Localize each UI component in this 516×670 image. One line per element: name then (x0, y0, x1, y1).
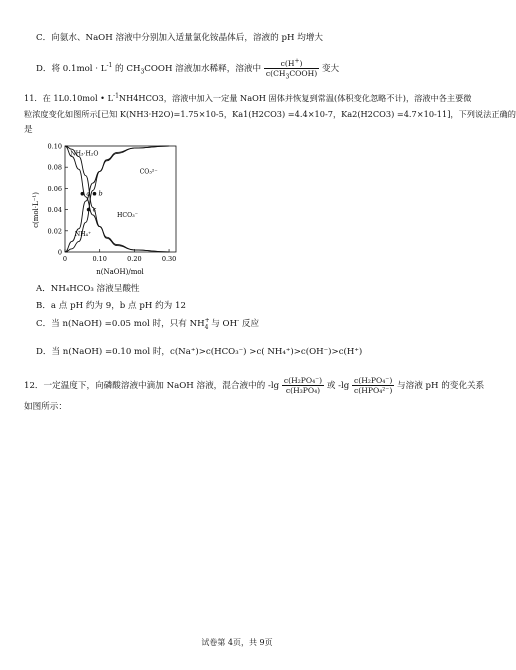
q12-fraction-2: $\frac{\text{c(H₂PO₄⁻)}}{\text{c(HPO₄²⁻)}}$ (354, 376, 393, 395)
series-label: NH₃·H₂O (70, 150, 99, 158)
x-tick-label: 0.30 (161, 255, 177, 263)
y-axis-label: c(mol·L⁻¹) (32, 192, 40, 228)
y-tick-label: 0.02 (47, 227, 62, 236)
y-tick-label: 0 (57, 248, 62, 257)
y-tick-label: 0.04 (47, 206, 62, 215)
series-label: HCO₃⁻ (117, 212, 138, 220)
q11-option-d: D．当 n(NaOH) =0.10 mol 时，c(Na⁺)>c(HCO₃⁻) >c( NH₄⁺)>c(OH⁻)>c(H⁺) (36, 347, 363, 357)
q10-d-fraction: $\frac{c(H^+)}{c(CH_3COOH)}$ (265, 57, 318, 81)
page-footer: 试卷第 4页，共 9页 (201, 638, 273, 647)
q11-option-b: B．a 点 pH 约为 9，b 点 pH 约为 12 (36, 301, 186, 311)
q11-stem-line2: 粒浓度变化如图所示[已知 K(NH3·H2O)=1.75×10-5，Ka1(H2CO3) =4.4×10-7，Ka2(H2CO3) =4.7×10-11]，下列说法正确的 (24, 109, 516, 119)
q12-fraction-1: $\frac{\text{c(H₂PO₄⁻)}}{\text{c(H₃PO₄)}}$ (283, 376, 323, 395)
series-label: CO₃²⁻ (139, 168, 158, 176)
point-marker (87, 208, 91, 212)
q12-stem-line2: 如图所示： (24, 402, 67, 412)
series-label: NH₄⁺ (74, 231, 92, 239)
point-marker (81, 192, 85, 196)
x-tick-label: 0.10 (92, 255, 107, 263)
x-tick-label: 0 (62, 255, 68, 263)
y-tick-label: 0.08 (47, 163, 62, 172)
q11-option-c: C．当 n(NaOH) =0.05 mol 时，只有 $NH^+_4$ 与 OH- 反应 (36, 317, 260, 331)
point-label: b (98, 189, 103, 198)
point-label: a (86, 189, 91, 198)
q10-option-d: D．将 $0.1mol \cdot L^{-1}$ 的 $CH_3COOH$ 溶液加水稀释，溶液中 $\frac{c(H^+)}{c(CH_3COOH)}$ 变大 (36, 57, 340, 81)
x-tick-label: 0.20 (127, 255, 142, 263)
point-label: c (92, 205, 97, 214)
q11-stem-line1: 11．在 1L0.10mol • $L^{-1}NH4HCO3$，溶液中加入一定量 NaOH 固体并恢复到常温(体积变化忽略不计)，溶液中各主要微 (24, 92, 472, 103)
y-tick-label: 0.10 (47, 142, 62, 151)
concentration-chart (28, 138, 188, 278)
x-axis-label: n(NaOH)/mol (96, 268, 144, 276)
q11-option-a: A．NH₄HCO₃ 溶液呈酸性 (36, 284, 140, 294)
q10-option-c: C．向氨水、NaOH 溶液中分别加入适量氯化铵晶体后，溶液的 pH 均增大 (36, 33, 323, 43)
q11-stem-line3: 是 (24, 125, 33, 135)
point-marker (93, 192, 97, 196)
q12-stem: 12．一定温度下，向磷酸溶液中滴加 NaOH 溶液，混合液中的 -lg $\frac{\text{c(H₂PO₄⁻)}}{\text{c(H₃PO₄)}}$ 或 -lg $\frac{\text{c(H₂PO₄⁻)}}{\text{c(HPO₄²⁻)}}$ 与溶液 pH 的变化关系 (24, 376, 485, 395)
y-tick-label: 0.06 (47, 184, 62, 193)
